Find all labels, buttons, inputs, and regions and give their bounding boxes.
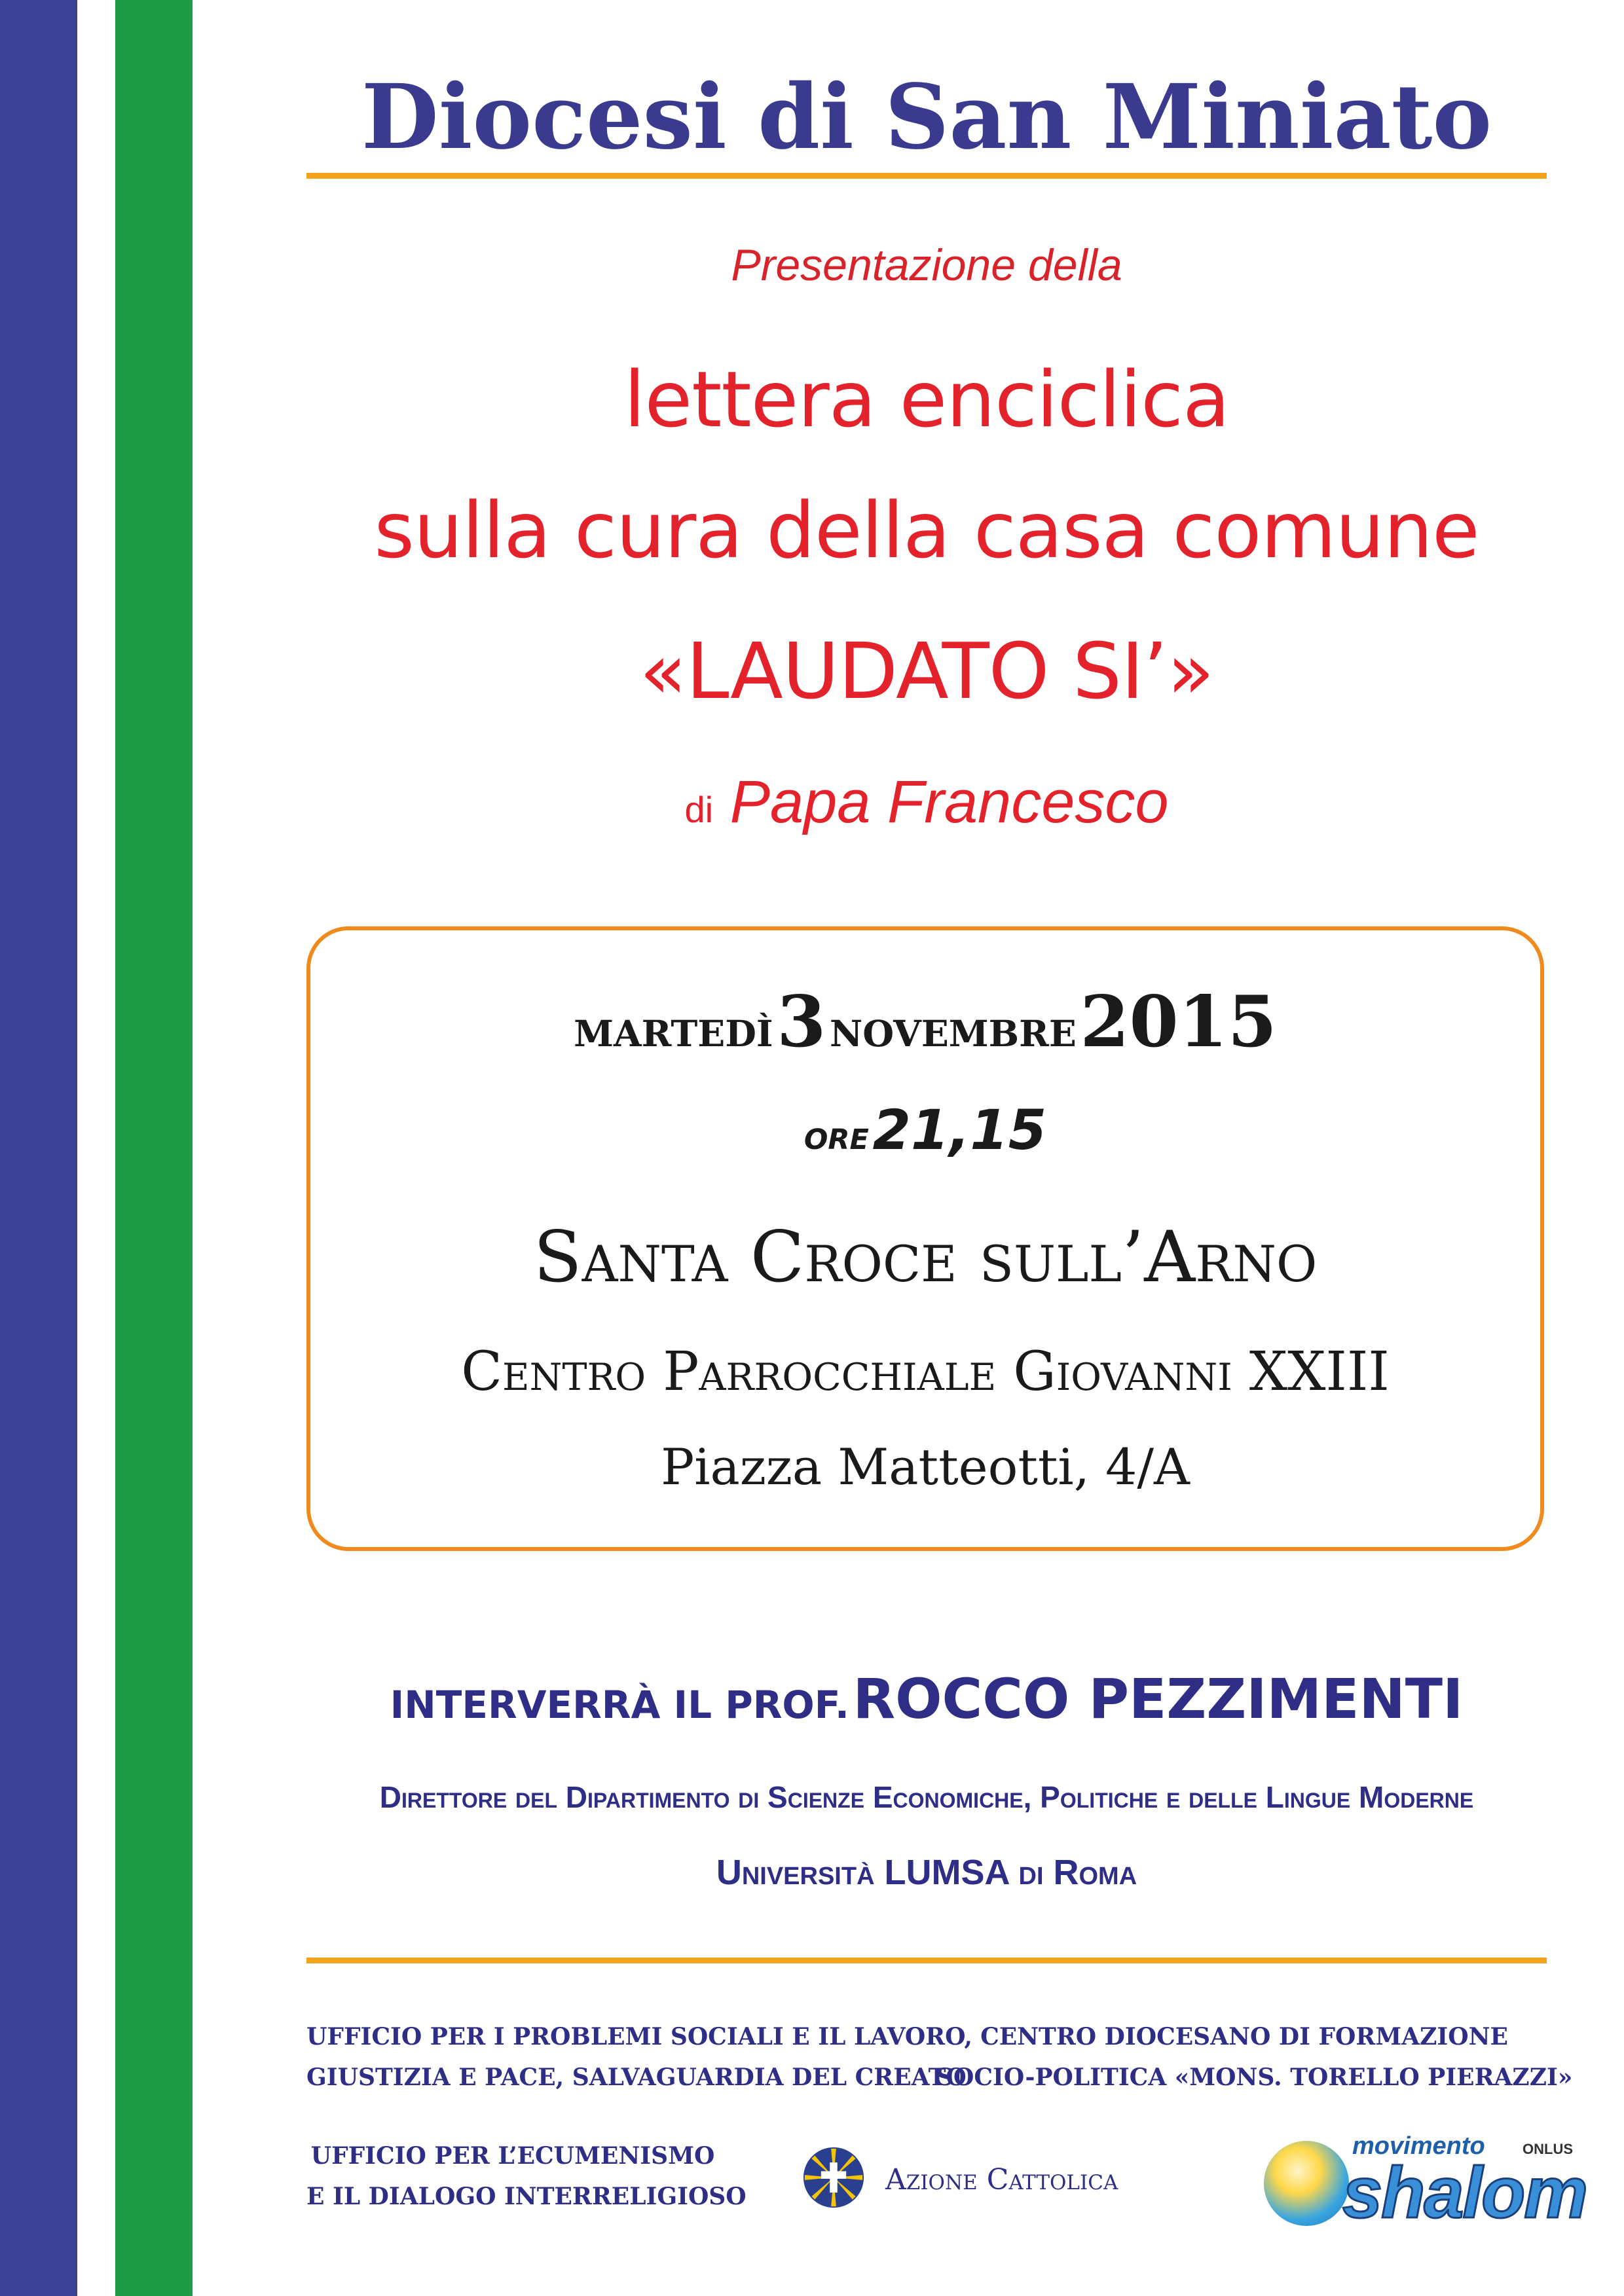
event-day: 3: [777, 981, 826, 1063]
center-line-1: CENTRO DIOCESANO DI FORMAZIONE: [980, 2023, 1508, 2050]
shalom-globe-icon: [1264, 2141, 1349, 2226]
office-ecumenism-line-1: UFFICIO PER L’ECUMENISMO: [310, 2142, 715, 2170]
shalom-main-text: shalom: [1342, 2153, 1587, 2233]
event-date: [310, 976, 1540, 1089]
shalom-onlus-text: ONLUS: [1522, 2141, 1573, 2157]
event-time: [310, 1094, 1540, 1182]
title-line-3: «LAUDATO SI’»: [639, 626, 1214, 716]
diocesan-training-center: [936, 2016, 1573, 2098]
event-venue: Centro Parrocchiale Giovanni XXIII: [461, 1341, 1390, 1403]
center-line-2: SOCIO-POLITICA «MONS. TORELLO PIERAZZI»: [936, 2064, 1573, 2091]
event-time-value: 21,15: [872, 1098, 1047, 1162]
office-social-problems: [306, 2016, 972, 2098]
shalom-logo: [1264, 2128, 1587, 2239]
bottom-divider: [306, 1958, 1547, 1963]
event-time-label: ore: [803, 1111, 869, 1159]
left-green-stripe: [115, 0, 193, 2296]
speaker-line: [306, 1656, 1547, 1757]
speaker-role: Direttore del Dipartimento di Scienze Economiche, Politiche e delle Lingue Moderne: [379, 1780, 1474, 1814]
title-line-1: lettera enciclica: [623, 354, 1230, 445]
office-ecumenism: [306, 2136, 747, 2217]
speaker-university: Università LUMSA di Roma: [716, 1853, 1137, 1892]
event-month: novembre: [829, 999, 1077, 1059]
office-social-line-2: GIUSTIZIA E PACE, SALVAGUARDIA DEL CREATO: [306, 2064, 967, 2091]
office-social-line-1: UFFICIO PER I PROBLEMI SOCIALI E IL LAVORO,: [306, 2023, 972, 2050]
azione-cattolica-label: Azione Cattolica: [885, 2163, 1118, 2196]
left-blue-stripe: [0, 0, 77, 2296]
author-line: [306, 763, 1547, 849]
office-ecumenism-line-2: E IL DIALOGO INTERRELIGIOSO: [306, 2183, 747, 2210]
event-details-box: [306, 926, 1544, 1551]
event-year: 2015: [1080, 981, 1277, 1063]
title-line-2: sulla cura della casa comune: [374, 485, 1479, 575]
shalom-small-text: movimento: [1352, 2132, 1485, 2160]
speaker-name: ROCCO PEZZIMENTI: [853, 1667, 1464, 1731]
presentation-label: Presentazione della: [731, 240, 1122, 290]
event-address: Piazza Matteotti, 4/A: [661, 1438, 1190, 1496]
azione-cattolica-logo-icon: [802, 2146, 865, 2209]
author-prefix: di: [684, 789, 714, 830]
diocese-title: Diocesi di San Miniato: [361, 65, 1492, 170]
author-name: Papa Francesco: [729, 769, 1169, 835]
event-weekday: martedì: [574, 999, 773, 1059]
top-divider: [306, 173, 1547, 179]
event-city: Santa Croce sull’Arno: [533, 1216, 1318, 1298]
speaker-intro: INTERVERRÀ IL PROF.: [390, 1683, 849, 1727]
